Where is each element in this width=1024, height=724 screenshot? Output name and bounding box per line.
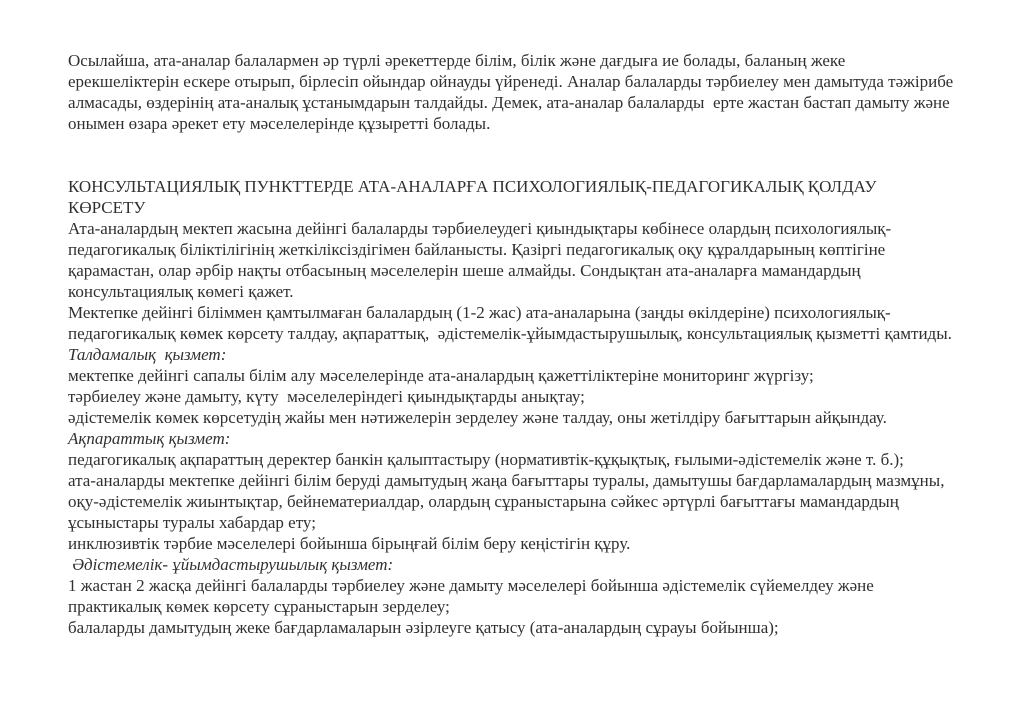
service-item: 1 жастан 2 жасқа дейінгі балаларды тәрбиелеу және дамыту мәселелері бойынша әдістемелік сүйемелдеу және практикалық көмек көрсету сұраныстарын зерделеу;: [68, 576, 879, 616]
service-item: әдістемелік көмек көрсетудің жайы мен нәтижелерін зерделеу және талдау, оны жетілдіру бағыттарын айқындау.: [68, 408, 887, 427]
intro-paragraph: Осылайша, ата-аналар балалармен әр түрлі әрекеттерде білім, білік және дағдыға ие болады, баланың жеке ерекшеліктерін ескере отырып, бірлесіп ойындар ойнауды үйренеді. Аналар балаларды тәрбиелеу мен дамытуда тәжірибе алмасады, өздерінің ата-аналық ұстанымдарын талдайды. Демек, ата-аналар балаларды ерте жастан бастап дамыту және онымен өзара әрекет ету мәселелерінде құзыретті болады.: [68, 51, 958, 133]
service-label-methodical-organizational: Әдістемелік- ұйымдастырушылық қызмет:: [68, 555, 394, 574]
paragraph-consultation-need: Ата-аналардың мектеп жасына дейінгі балаларды тәрбиелеудегі қиындықтары көбінесе олардың психологиялық-педагогикалық біліктілігінің жеткіліксіздігімен байланысты. Қазіргі педагогикалық оқу құралдарының көптігіне қарамастан, олар әрбір нақты отбасының мәселелерін шеше алмайды. Сондықтан ата-аналарға мамандардың консультациялық көмегі қажет.: [68, 219, 892, 301]
service-item: ата-аналарды мектепке дейінгі білім беруді дамытудың жаңа бағыттары туралы, дамытушы бағдарламалардың мазмұны, оқу-әдістемелік жиынтықтар, бейнематериалдар, олардың сұраныстарына сәйкес әртүрлі бағыттағы мамандардың ұсыныстары туралы хабардар ету;: [68, 471, 949, 532]
service-item: балаларды дамытудың жеке бағдарламаларын әзірлеуге қатысу (ата-аналардың сұрауы бойынша);: [68, 618, 779, 637]
service-label-informational: Ақпараттық қызмет:: [68, 429, 231, 448]
service-item: мектепке дейінгі сапалы білім алу мәселелерінде ата-аналардың қажеттіліктеріне мониторинг жүргізу;: [68, 366, 814, 385]
paragraph-service-overview: Мектепке дейінгі біліммен қамтылмаған балалардың (1-2 жас) ата-аналарына (заңды өкілдеріне) психологиялық-педагогикалық көмек көрсету талдау, ақпараттық, әдістемелік-ұйымдастырушылық, консультациялық қызметті қамтиды.: [68, 303, 952, 343]
service-item: тәрбиелеу және дамыту, күту мәселелеріндегі қиындықтарды анықтау;: [68, 387, 585, 406]
service-label-analytical: Талдамалық қызмет:: [68, 345, 227, 364]
section-heading: КОНСУЛЬТАЦИЯЛЫҚ ПУНКТТЕРДЕ АТА-АНАЛАРҒА ПСИХОЛОГИЯЛЫҚ-ПЕДАГОГИКАЛЫҚ ҚОЛДАУ КӨРСЕТУ: [68, 177, 881, 217]
service-item: инклюзивтік тәрбие мәселелері бойынша бірыңғай білім беру кеңістігін құру.: [68, 534, 631, 553]
service-item: педагогикалық ақпараттың деректер банкін қалыптастыру (нормативтік-құқықтық, ғылыми-әдістемелік және т. б.);: [68, 450, 904, 469]
